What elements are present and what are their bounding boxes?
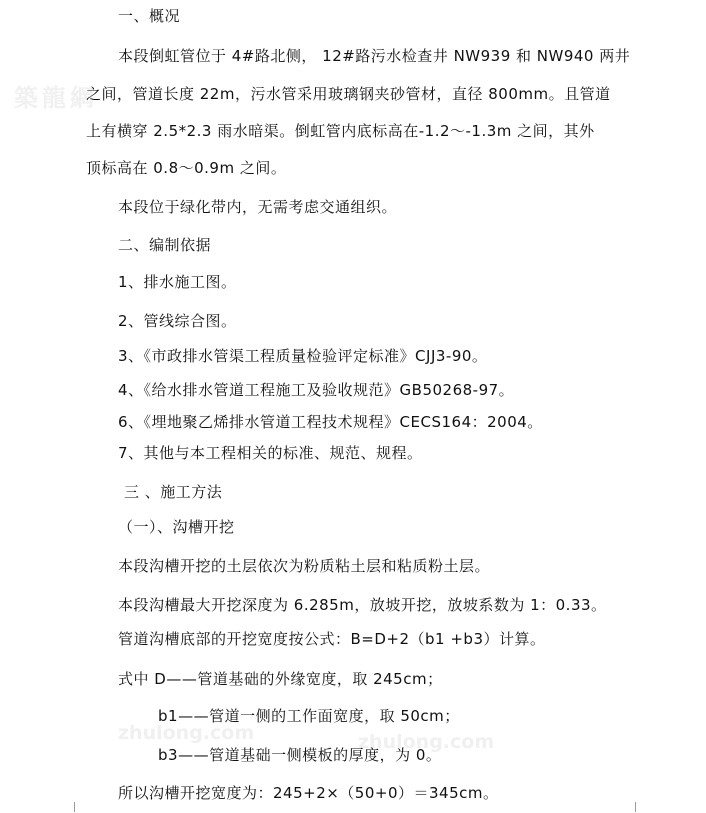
formula-definition: b3——管道基础一侧模板的厚度，为 0。 (158, 746, 442, 764)
section-heading-basis: 二、编制依据 (118, 236, 212, 254)
list-item: 6、《埋地聚乙烯排水管道工程技术规程》CECS164：2004。 (118, 413, 543, 431)
page-margin-marker (64, 802, 75, 812)
subsection-heading: （一）、沟槽开挖 (118, 518, 235, 536)
watermark-logo: 築龍網 (14, 84, 98, 112)
list-item: 3、《市政排水管渠工程质量检验评定标准》CJJ3-90。 (118, 347, 488, 365)
section-heading-method: 三 、施工方法 (124, 483, 223, 501)
list-item: 1、排水施工图。 (118, 273, 237, 291)
paragraph-line: 上有横穿 2.5*2.3 雨水暗渠。倒虹管内底标高在-1.2～-1.3m 之间，其外 (86, 122, 595, 140)
page-margin-marker (635, 802, 646, 812)
paragraph-line: 所以沟槽开挖宽度为：245+2×（50+0）＝345cm。 (118, 784, 499, 802)
paragraph-line: 本段沟槽开挖的土层依次为粉质粘土层和粘质粉土层。 (118, 557, 491, 575)
paragraph-line: 本段沟槽最大开挖深度为 6.285m，放坡开挖，放坡系数为 1：0.33。 (118, 596, 607, 614)
paragraph-line: 之间，管道长度 22m，污水管采用玻璃钢夹砂管材，直径 800mm。且管道 (86, 85, 611, 103)
list-item: 4、《给水排水管道工程施工及验收规范》GB50268-97。 (118, 381, 515, 399)
formula-definition: 式中 D——管道基础的外缘宽度，取 245cm； (118, 670, 443, 688)
paragraph-line: 本段倒虹管位于 4#路北侧， 12#路污水检查井 NW939 和 NW940 两井 (118, 47, 631, 65)
list-item: 2、管线综合图。 (118, 312, 237, 330)
watermark-url: zhulong.com (358, 731, 495, 753)
paragraph-line: 管道沟槽底部的开挖宽度按公式：B=D+2（b1 +b3）计算。 (118, 630, 546, 648)
list-item: 7、其他与本工程相关的标准、规范、规程。 (118, 444, 423, 462)
formula-definition: b1——管道一侧的工作面宽度，取 50cm； (158, 707, 460, 725)
paragraph-line: 顶标高在 0.8～0.9m 之间。 (86, 159, 287, 177)
watermark-url: zhulong.com (118, 722, 255, 744)
section-heading-overview: 一、概况 (118, 7, 181, 25)
paragraph-line: 本段位于绿化带内，无需考虑交通组织。 (118, 198, 398, 216)
